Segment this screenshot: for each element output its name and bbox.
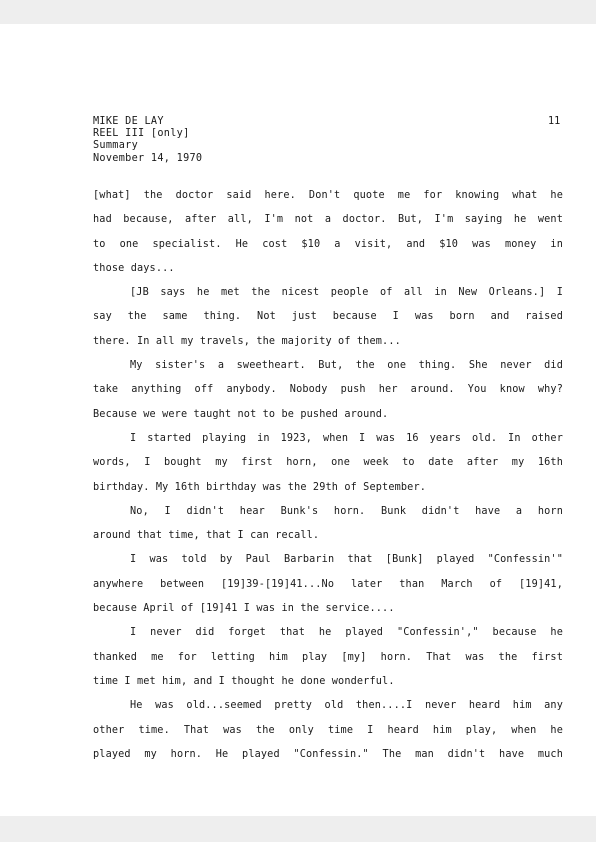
text-line: those days... <box>93 262 175 274</box>
text-line: played my horn. He played "Confessin." The man didn't have much <box>93 748 563 760</box>
text-line: He was old...seemed pretty old then....I never heard him any <box>130 700 563 712</box>
text-line: thanked me for letting him play [my] horn. That was the first <box>93 651 563 663</box>
text-line: had because, after all, I'm not a doctor. But, I'm saying he went <box>93 214 563 226</box>
transcript-body <box>93 184 563 767</box>
text-line: I never did forget that he played "Confessin'," because he <box>130 627 563 639</box>
text-line: time I met him, and I thought he done wonderful. <box>93 675 395 687</box>
text-line: anywhere between [19]39-[19]41...No later than March of [19]41, <box>93 578 563 590</box>
text-line: words, I bought my first horn, one week to date after my 16th <box>93 457 563 469</box>
text-line: No, I didn't hear Bunk's horn. Bunk didn't have a horn <box>130 505 563 517</box>
text-line: My sister's a sweetheart. But, the one thing. She never did <box>130 360 563 372</box>
text-line: I was told by Paul Barbarin that [Bunk] played "Confessin'" <box>130 554 563 566</box>
text-line: say the same thing. Not just because I was born and raised <box>93 311 563 323</box>
text-line: [JB says he met the nicest people of all in New Orleans.] I <box>130 287 563 299</box>
text-line: other time. That was the only time I heard him play, when he <box>93 724 563 736</box>
reel-label: REEL III [only] <box>93 128 190 140</box>
text-line: because April of [19]41 I was in the service.... <box>93 603 395 615</box>
document-type: Summary <box>93 140 139 152</box>
text-line: I started playing in 1923, when I was 16 years old. In other <box>130 432 563 444</box>
document-header <box>93 116 202 165</box>
text-line: to one specialist. He cost $10 a visit, and $10 was money in <box>93 238 563 250</box>
text-line: Because we were taught not to be pushed around. <box>93 408 389 420</box>
text-line: there. In all my travels, the majority of them... <box>93 335 401 347</box>
page-number: 11 <box>548 116 561 127</box>
text-line: around that time, that I can recall. <box>93 530 320 542</box>
text-line: birthday. My 16th birthday was the 29th of September. <box>93 481 427 493</box>
text-line: [what] the doctor said here. Don't quote me for knowing what he <box>93 190 563 201</box>
interview-date: November 14, 1970 <box>93 152 203 164</box>
text-line: take anything off anybody. Nobody push her around. You know why? <box>93 384 563 396</box>
interviewee-name: MIKE DE LAY <box>93 116 164 127</box>
